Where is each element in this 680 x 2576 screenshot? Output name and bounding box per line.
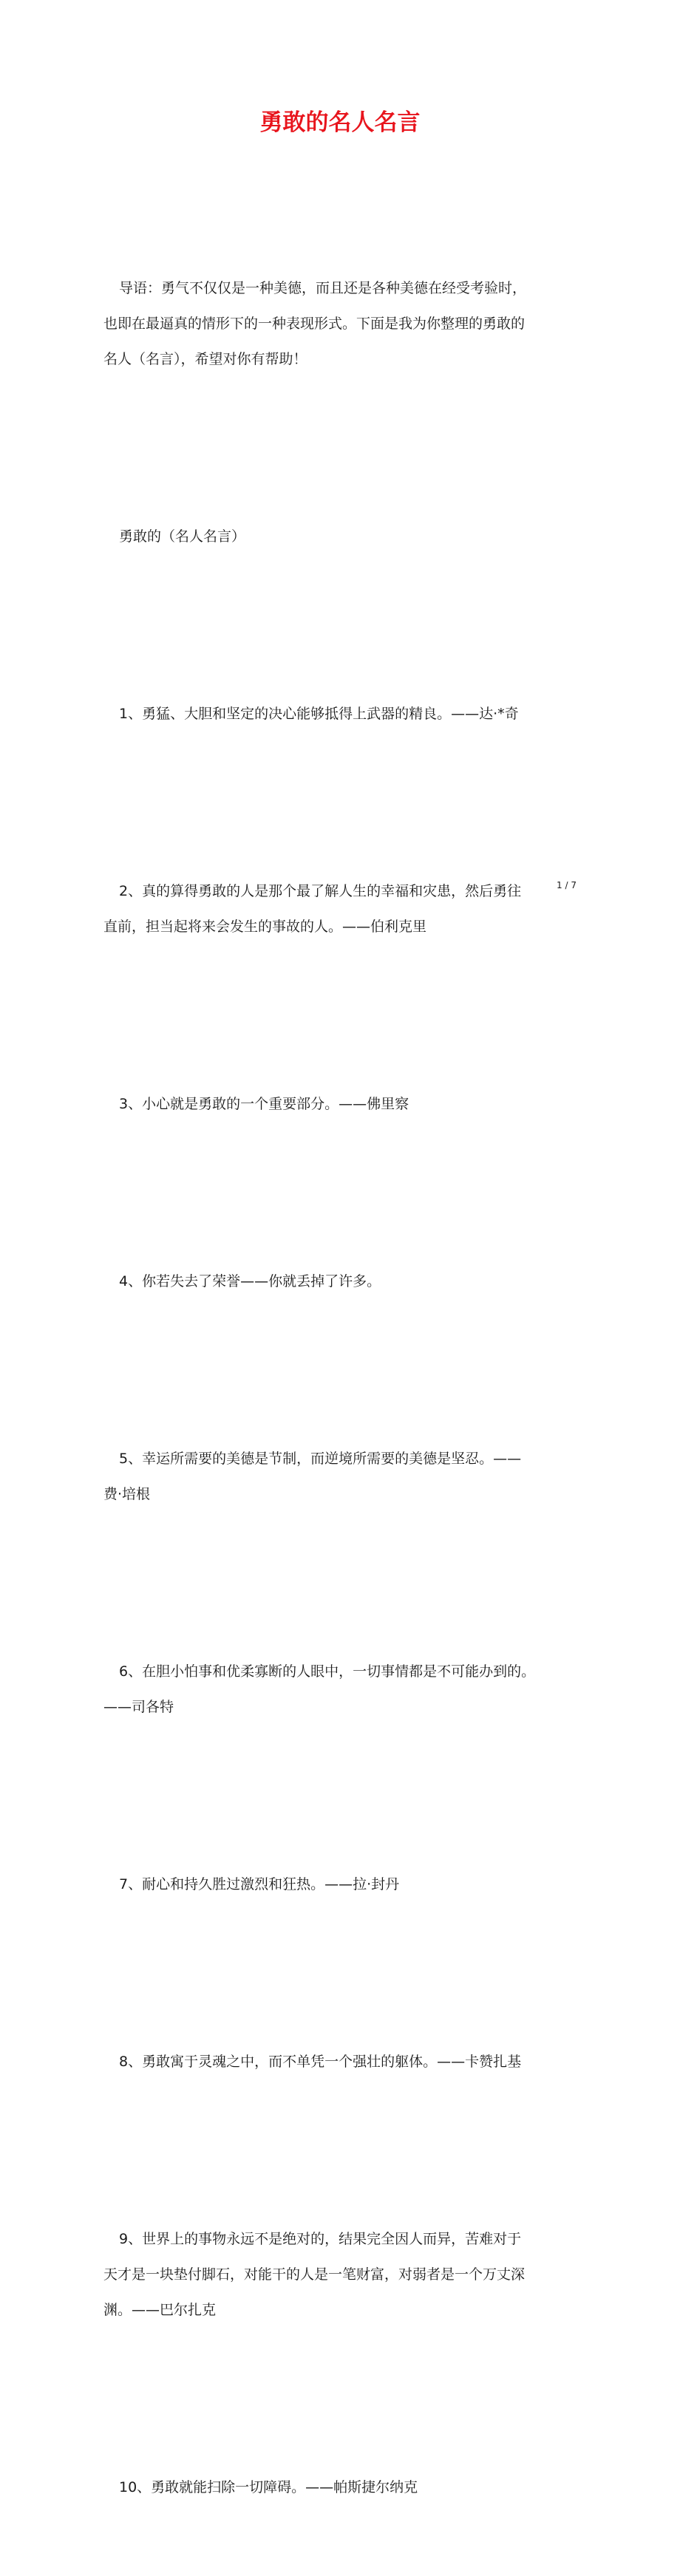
document-title: 勇敢的名人名言 bbox=[259, 109, 421, 136]
paragraph-line: 8、勇敢寓于灵魂之中，而不单凭一个强壮的躯体。——卡赞扎基 bbox=[119, 2054, 522, 2070]
paragraph-line: 天才是一块垫付脚石，对能干的人是一笔财富，对弱者是一个万丈深 bbox=[103, 2266, 526, 2283]
paragraph-line: 导语：勇气不仅仅是一种美德，而且还是各种美德在经受考验时， bbox=[119, 280, 527, 296]
paragraph-line: 名人（名言），希望对你有帮助！ bbox=[103, 351, 307, 367]
paragraph-line: 2、真的算得勇敢的人是那个最了解人生的幸福和灾患，然后勇往 bbox=[119, 883, 522, 899]
paragraph-line: 也即在最逼真的情形下的一种表现形式。下面是我为你整理的勇敢的 bbox=[103, 316, 526, 332]
paragraph-line: 7、耐心和持久胜过激烈和狂热。——拉·封丹 bbox=[119, 1876, 400, 1892]
paragraph-line: 6、在胆小怕事和优柔寡断的人眼中，一切事情都是不可能办到的。 bbox=[119, 1663, 536, 1680]
section-heading bbox=[103, 448, 587, 625]
paragraph-line: 费·培根 bbox=[103, 1486, 151, 1502]
quote-item bbox=[103, 1583, 587, 1796]
paragraph-line: 直前，担当起将来会发生的事故的人。——伯利克里 bbox=[103, 919, 427, 935]
quote-item bbox=[103, 1193, 587, 1370]
paragraph-line: 1、勇猛、大胆和坚定的决心能够抵得上武器的精良。——达·*奇 bbox=[119, 706, 519, 722]
paragraph-line: ——司各特 bbox=[103, 1699, 174, 1715]
quote-item bbox=[103, 625, 587, 803]
paragraph-line: 4、你若失去了荣誉——你就丢掉了许多。 bbox=[119, 1273, 381, 1289]
document-body bbox=[103, 200, 587, 2576]
paragraph-line: 3、小心就是勇敢的一个重要部分。——佛里察 bbox=[119, 1096, 409, 1112]
paragraph-line: 勇敢的（名人名言） bbox=[119, 528, 246, 545]
quote-item bbox=[103, 1370, 587, 1583]
quote-item bbox=[103, 2150, 587, 2399]
paragraph-line: 渊。——巴尔扎克 bbox=[103, 2302, 217, 2318]
paragraph-line: 9、世界上的事物永远不是绝对的，结果完全因人而异，苦难对于 bbox=[119, 2231, 522, 2247]
paragraph-line: 10、勇敢就能扫除一切障碍。——帕斯捷尔纳克 bbox=[119, 2479, 418, 2495]
quote-item bbox=[103, 803, 587, 1015]
quote-item bbox=[103, 2399, 587, 2576]
page-number: 1 / 7 bbox=[557, 880, 577, 890]
paragraph-line: 5、幸运所需要的美德是节制，而逆境所需要的美德是坚忍。—— bbox=[119, 1451, 522, 1467]
intro-paragraph bbox=[103, 200, 587, 448]
quote-item bbox=[103, 1015, 587, 1193]
quote-item bbox=[103, 1796, 587, 1973]
quote-item bbox=[103, 1973, 587, 2150]
